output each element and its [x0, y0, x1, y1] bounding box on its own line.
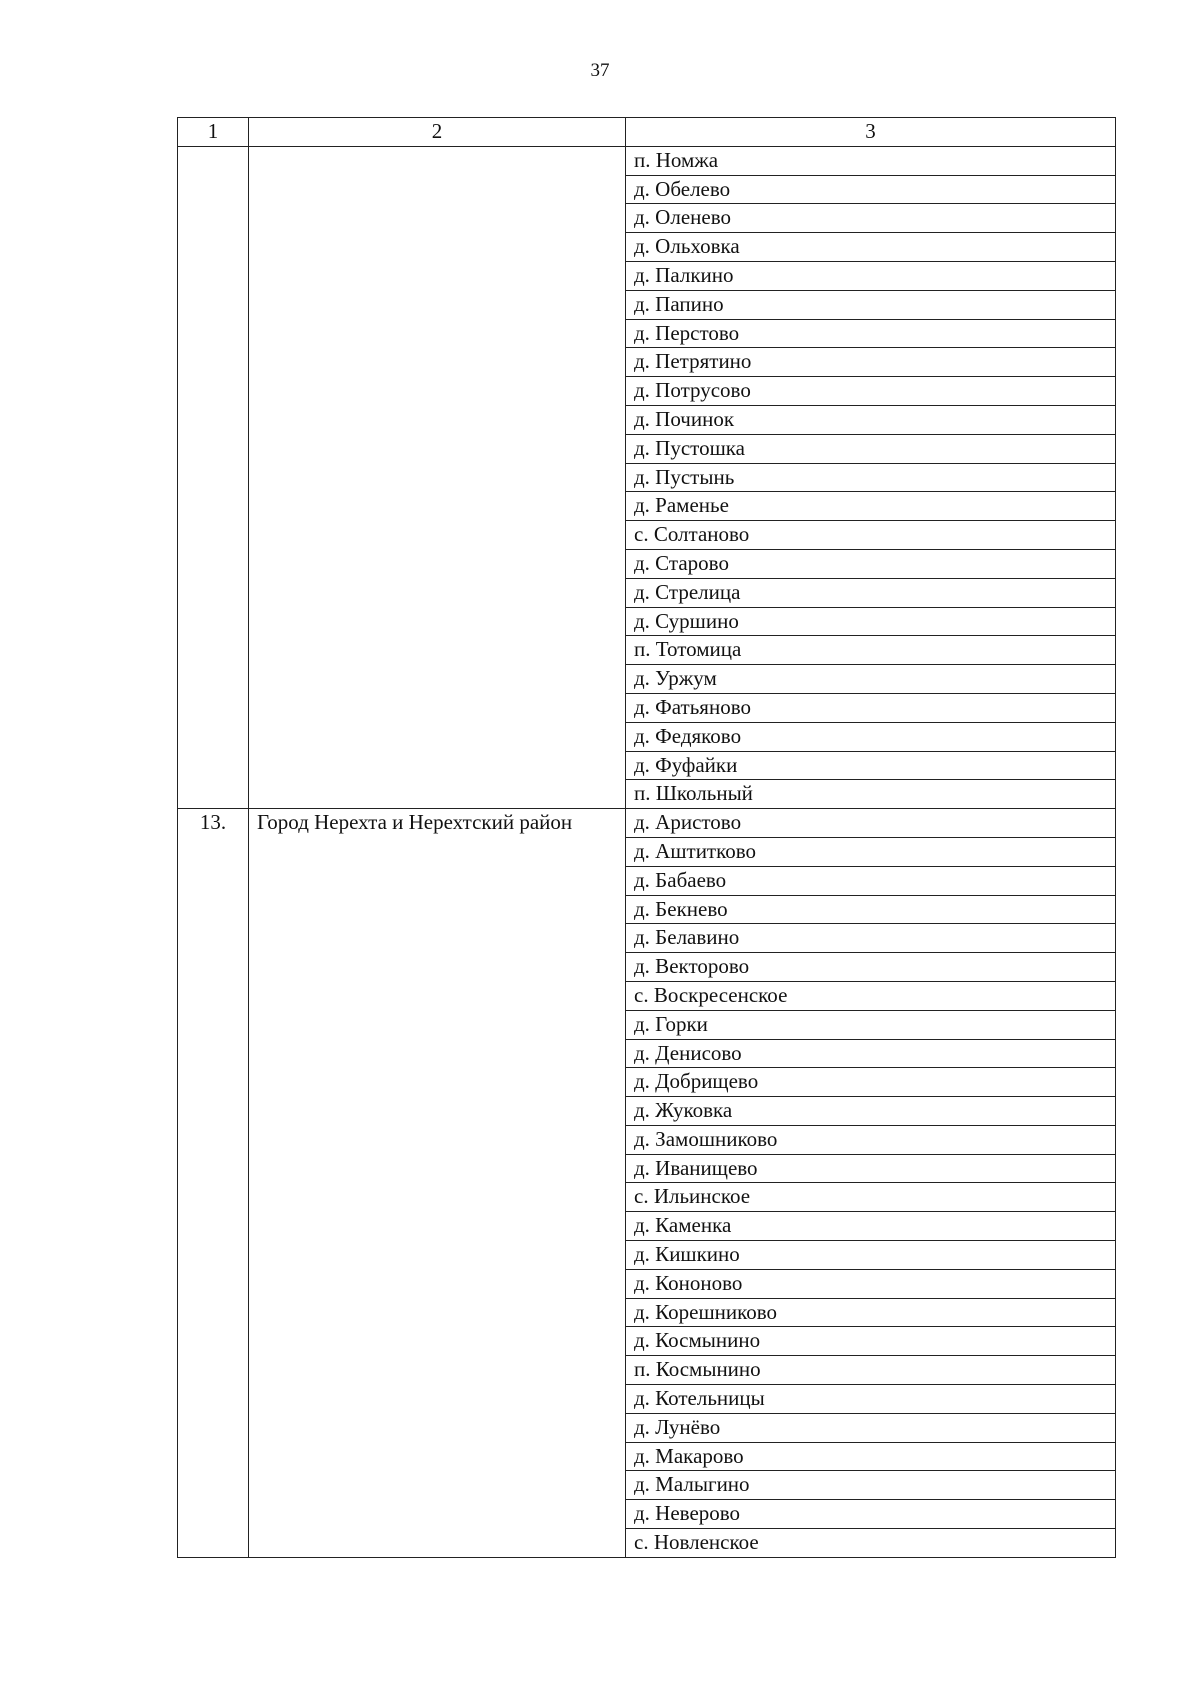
settlement-cell: д. Раменье: [626, 492, 1116, 521]
table-header-row: [178, 118, 1116, 147]
settlement-cell: д. Бекнево: [626, 895, 1116, 924]
settlement-cell: д. Горки: [626, 1010, 1116, 1039]
settlement-cell: п. Школьный: [626, 780, 1116, 809]
settlement-cell: д. Лунёво: [626, 1413, 1116, 1442]
settlement-cell: п. Космынино: [626, 1356, 1116, 1385]
settlement-cell: д. Космынино: [626, 1327, 1116, 1356]
district-cell: Город Нерехта и Нерехтский район: [249, 809, 626, 1558]
row-number-cell: 13.: [178, 809, 249, 1558]
settlement-cell: д. Фатьяново: [626, 693, 1116, 722]
settlement-cell: с. Новленское: [626, 1529, 1116, 1558]
settlement-cell: д. Жуковка: [626, 1097, 1116, 1126]
settlement-cell: д. Уржум: [626, 665, 1116, 694]
settlement-cell: д. Папино: [626, 290, 1116, 319]
settlement-cell: д. Корешниково: [626, 1298, 1116, 1327]
settlement-cell: д. Аштитково: [626, 837, 1116, 866]
settlement-cell: д. Белавино: [626, 924, 1116, 953]
table-row: [178, 146, 1116, 175]
settlement-cell: д. Перстово: [626, 319, 1116, 348]
settlement-cell: д. Палкино: [626, 261, 1116, 290]
column-header: 3: [626, 118, 1116, 147]
settlement-cell: д. Добрищево: [626, 1068, 1116, 1097]
column-header: 1: [178, 118, 249, 147]
settlement-cell: д. Каменка: [626, 1212, 1116, 1241]
settlement-cell: д. Бабаево: [626, 866, 1116, 895]
settlement-cell: п. Номжа: [626, 146, 1116, 175]
settlement-cell: д. Замошниково: [626, 1125, 1116, 1154]
settlement-cell: д. Старово: [626, 549, 1116, 578]
settlement-cell: д. Стрелица: [626, 578, 1116, 607]
settlement-cell: д. Малыгино: [626, 1471, 1116, 1500]
settlement-cell: д. Макарово: [626, 1442, 1116, 1471]
column-header: 2: [249, 118, 626, 147]
settlement-cell: д. Петрятино: [626, 348, 1116, 377]
district-cell: [249, 146, 626, 808]
settlement-cell: д. Суршино: [626, 607, 1116, 636]
settlement-cell: д. Потрусово: [626, 377, 1116, 406]
settlement-cell: д. Пустошка: [626, 434, 1116, 463]
settlement-cell: д. Пустынь: [626, 463, 1116, 492]
table-body: [178, 146, 1116, 1557]
settlement-cell: с. Солтаново: [626, 521, 1116, 550]
table-row: [178, 809, 1116, 838]
settlements-table: [177, 117, 1116, 1558]
settlement-cell: д. Иванищево: [626, 1154, 1116, 1183]
settlement-cell: д. Обелево: [626, 175, 1116, 204]
settlement-cell: д. Фуфайки: [626, 751, 1116, 780]
settlement-cell: д. Денисово: [626, 1039, 1116, 1068]
settlement-cell: д. Починок: [626, 405, 1116, 434]
settlement-cell: п. Тотомица: [626, 636, 1116, 665]
settlement-cell: д. Аристово: [626, 809, 1116, 838]
settlement-cell: с. Ильинское: [626, 1183, 1116, 1212]
settlement-cell: д. Оленево: [626, 204, 1116, 233]
settlement-cell: д. Федяково: [626, 722, 1116, 751]
settlement-cell: д. Кишкино: [626, 1241, 1116, 1270]
row-number-cell: [178, 146, 249, 808]
settlement-cell: д. Векторово: [626, 953, 1116, 982]
settlement-cell: д. Кононово: [626, 1269, 1116, 1298]
settlement-cell: с. Воскресенское: [626, 981, 1116, 1010]
settlement-cell: д. Ольховка: [626, 233, 1116, 262]
settlement-cell: д. Неверово: [626, 1500, 1116, 1529]
page-number: 37: [590, 60, 610, 81]
settlement-cell: д. Котельницы: [626, 1385, 1116, 1414]
